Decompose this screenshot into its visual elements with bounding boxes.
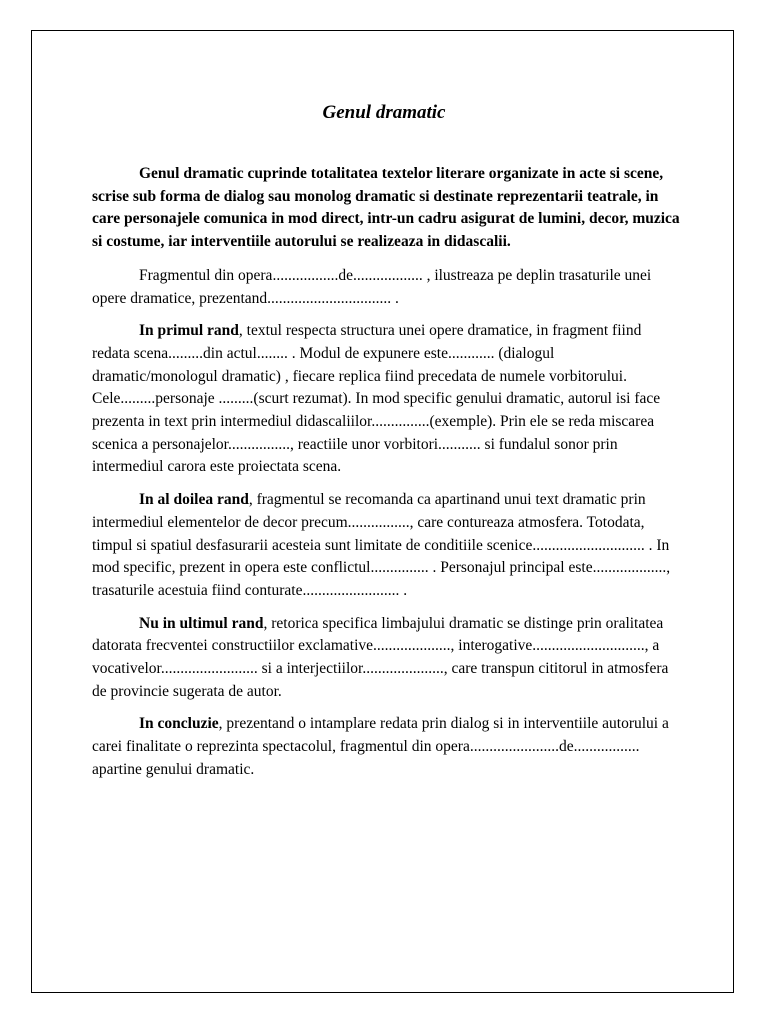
- paragraph-first-point: [92, 320, 682, 479]
- intro-paragraph: Genul dramatic cuprinde totalitatea textelor literare organizate in acte si scene, scrise sub forma de dialog sau monolog dramatic si destinate reprezentarii teatrale, in care personajele comunica in mod direct, intr-un cadru asigurat de lumini, decor, muzica si costume, iar interventiile autorului se realizeaza in didascalii.: [92, 165, 680, 251]
- text-second-point: , fragmentul se recomanda ca apartinand unui text dramatic prin intermediul elementelor de decor precum................, care contureaza atmosfera. Totodata, timpul si spatiul desfasurarii acesteia sunt limitate de conditiile scenice............................. . In mod specific, prezent in opera este conflictul............... . Personajul principal este..................., trasaturile acestuia fiind conturate......................... .: [92, 491, 671, 599]
- text-conclusion: , prezentand o intamplare redata prin dialog si in interventiile autorului a carei finalitate o reprezinta spectacolul, fragmentul din opera.......................de................. apartine genului dramatic.: [92, 715, 669, 778]
- lead-second-point: In al doilea rand: [139, 491, 249, 509]
- text-first-point: , textul respecta structura unei opere dramatice, in fragment fiind redata scena.........din actul........ . Modul de expunere este............ (dialogul dramatic/monologul dramatic) , fiecare replica fiind precedata de numele vorbitorului. Cele.........personaje .........(scurt rezumat). In mod specific genului dramatic, autorul isi face prezenta in text prin intermediul didascaliilor...............(exemple). Prin ele se reda miscarea scenica a personajelor................, reactiile unor vorbitori........... si fundalul sonor prin intermediul carora este proiectata scena.: [92, 322, 661, 476]
- document-title: Genul dramatic: [322, 101, 446, 123]
- document-body: [92, 163, 682, 792]
- paragraph-conclusion: [92, 713, 682, 781]
- lead-first-point: In primul rand: [139, 322, 239, 340]
- lead-third-point: Nu in ultimul rand: [139, 614, 264, 632]
- lead-conclusion: In concluzie: [139, 715, 219, 733]
- paragraph-fragment: Fragmentul din opera.................de.................. , ilustreaza pe deplin trasaturile unei opere dramatice, prezentand................................ .: [92, 266, 652, 307]
- paragraph-second-point: [92, 489, 682, 603]
- paragraph-third-point: [92, 613, 682, 704]
- text-third-point: , retorica specifica limbajului dramatic se distinge prin oralitatea datorata frecventei constructiilor exclamative...................., interogative............................., a vocativelor......................... si a interjectiilor....................., care transpun cititorul in atmosfera de provincie sugerata de autor.: [92, 614, 669, 700]
